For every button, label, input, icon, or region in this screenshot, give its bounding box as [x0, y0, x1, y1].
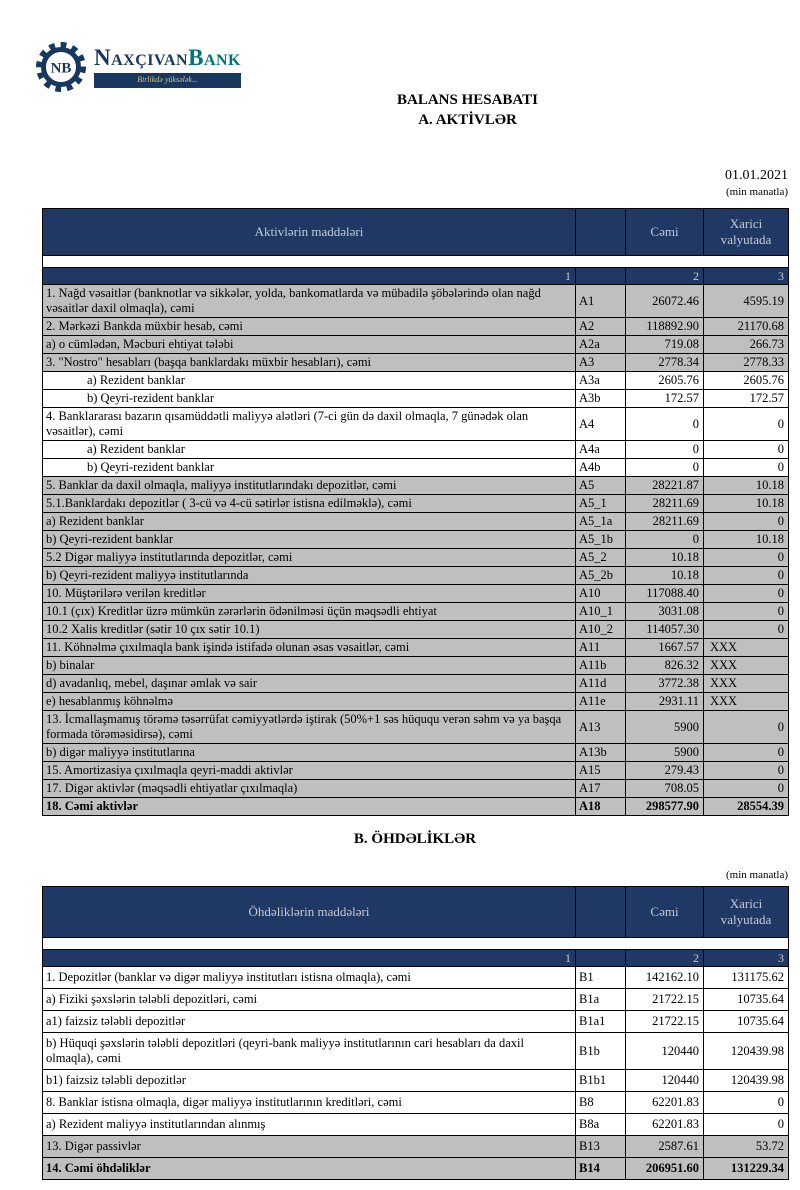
- row-total: 279.43: [626, 762, 704, 780]
- header-gap-cell: [43, 938, 789, 950]
- row-code: A3: [576, 354, 626, 372]
- row-foreign: 0: [704, 1092, 789, 1114]
- row-total: 0: [626, 531, 704, 549]
- row-foreign: 0: [704, 780, 789, 798]
- foreign-currency-column-header: Xarici valyutada: [704, 887, 789, 938]
- row-label: 5.1.Banklardakı depozitlər ( 3-cü və 4-cü sətirlər istisna edilməklə), cəmi: [43, 495, 576, 513]
- table-row: [43, 1158, 789, 1180]
- column-number-1: 1: [43, 950, 576, 967]
- row-label: 13. İcmallaşmamış törəmə təsərrüfat cəmiyyətlərdə iştirak (50%+1 səs hüququ verən səhm və ya başqa formada törəməsidirsə), cəmi: [43, 711, 576, 744]
- column-number-2: 2: [626, 950, 704, 967]
- table-row: [43, 408, 789, 441]
- table-row: [43, 459, 789, 477]
- row-foreign: XXX: [704, 639, 789, 657]
- row-label: d) avadanlıq, mebel, daşınar əmlak və sair: [43, 675, 576, 693]
- row-label: b1) faizsiz tələbli depozitlər: [43, 1070, 576, 1092]
- column-number-row: [43, 950, 789, 967]
- code-column-header: [576, 887, 626, 938]
- table-row: [43, 441, 789, 459]
- row-label: a) Rezident banklar: [43, 513, 576, 531]
- report-title: BALANS HESABATI: [396, 92, 538, 108]
- row-foreign: 2605.76: [704, 372, 789, 390]
- row-label: 2. Mərkəzi Bankda müxbir hesab, cəmi: [43, 318, 576, 336]
- table-row: [43, 1033, 789, 1070]
- row-label: 11. Köhnəlmə çıxılmaqla bank işində istifadə olunan əsas vəsaitlər, cəmi: [43, 639, 576, 657]
- row-total: 120440: [626, 1070, 704, 1092]
- table-row: [43, 621, 789, 639]
- row-total: 10.18: [626, 567, 704, 585]
- row-code: A5_2b: [576, 567, 626, 585]
- row-foreign: 0: [704, 744, 789, 762]
- row-label: a) o cümlədən, Məcburi ehtiyat tələbi: [43, 336, 576, 354]
- table-row: [43, 354, 789, 372]
- row-label: b) Qeyri-rezident banklar: [43, 531, 576, 549]
- row-foreign: XXX: [704, 657, 789, 675]
- table-row: [43, 585, 789, 603]
- row-code: A11: [576, 639, 626, 657]
- row-total: 1667.57: [626, 639, 704, 657]
- row-total: 62201.83: [626, 1114, 704, 1136]
- row-foreign: 0: [704, 621, 789, 639]
- row-label: b) Qeyri-rezident banklar: [43, 390, 576, 408]
- assets-table-body: [43, 285, 789, 816]
- row-label: 5.2 Digər maliyyə institutlarında depozitlər, cəmi: [43, 549, 576, 567]
- column-number-blank: [576, 950, 626, 967]
- row-foreign: 4595.19: [704, 285, 789, 318]
- row-code: A13b: [576, 744, 626, 762]
- row-code: A5_1a: [576, 513, 626, 531]
- row-code: A4b: [576, 459, 626, 477]
- row-foreign: 0: [704, 441, 789, 459]
- row-total: 0: [626, 408, 704, 441]
- table-row: [43, 657, 789, 675]
- row-foreign: 2778.33: [704, 354, 789, 372]
- row-total: 28211.69: [626, 513, 704, 531]
- row-code: A17: [576, 780, 626, 798]
- table-row: [43, 1070, 789, 1092]
- row-label: a) Rezident maliyyə institutlarından alınmış: [43, 1114, 576, 1136]
- row-label: a) Fiziki şəxslərin tələbli depozitləri, cəmi: [43, 989, 576, 1011]
- row-label: 10.1 (çıx) Kreditlər üzrə mümkün zərərlərin ödənilməsi üçün məqsədli ehtiyat: [43, 603, 576, 621]
- table-row: [43, 780, 789, 798]
- table-row: [43, 1011, 789, 1033]
- row-label: b) digər maliyyə institutlarına: [43, 744, 576, 762]
- row-foreign: 21170.68: [704, 318, 789, 336]
- row-foreign: 131229.34: [704, 1158, 789, 1180]
- column-number-3: 3: [704, 268, 789, 285]
- row-code: A10_1: [576, 603, 626, 621]
- row-label: 3. "Nostro" hesabları (başqa banklardakı müxbir hesabları), cəmi: [43, 354, 576, 372]
- table-row: [43, 513, 789, 531]
- row-label: 14. Cəmi öhdəliklər: [43, 1158, 576, 1180]
- row-total: 114057.30: [626, 621, 704, 639]
- bank-name-secondary: Bank: [188, 45, 242, 70]
- row-code: A3a: [576, 372, 626, 390]
- row-label: 13. Digər passivlər: [43, 1136, 576, 1158]
- section-a-title: A. AKTİVLƏR: [418, 112, 517, 129]
- row-label: b) Qeyri-rezident maliyyə institutlarında: [43, 567, 576, 585]
- row-label: 10.2 Xalis kreditlər (sətir 10 çıx sətir 10.1): [43, 621, 576, 639]
- row-foreign: 0: [704, 1114, 789, 1136]
- row-total: 172.57: [626, 390, 704, 408]
- row-label: 10. Müştərilərə verilən kreditlər: [43, 585, 576, 603]
- row-total: 117088.40: [626, 585, 704, 603]
- row-label: 15. Amortizasiya çıxılmaqla qeyri-maddi aktivlər: [43, 762, 576, 780]
- row-label: 5. Banklar da daxil olmaqla, maliyyə institutlarındakı depozitlər, cəmi: [43, 477, 576, 495]
- table-row: [43, 372, 789, 390]
- table-row: [43, 549, 789, 567]
- row-total: 62201.83: [626, 1092, 704, 1114]
- row-total: 2931.11: [626, 693, 704, 711]
- row-code: A2a: [576, 336, 626, 354]
- row-code: A1: [576, 285, 626, 318]
- row-foreign: 10735.64: [704, 1011, 789, 1033]
- row-label: a) Rezident banklar: [43, 372, 576, 390]
- table-row: [43, 1092, 789, 1114]
- row-code: A5_1b: [576, 531, 626, 549]
- row-code: A5_2: [576, 549, 626, 567]
- table-row: [43, 531, 789, 549]
- row-total: 21722.15: [626, 989, 704, 1011]
- row-foreign: 120439.98: [704, 1033, 789, 1070]
- row-code: A2: [576, 318, 626, 336]
- table-row: [43, 989, 789, 1011]
- row-foreign: 10.18: [704, 477, 789, 495]
- row-foreign: 0: [704, 585, 789, 603]
- row-foreign: 0: [704, 408, 789, 441]
- row-total: 206951.60: [626, 1158, 704, 1180]
- table-row: [43, 336, 789, 354]
- table-row: [43, 798, 789, 816]
- row-total: 826.32: [626, 657, 704, 675]
- row-foreign: 53.72: [704, 1136, 789, 1158]
- table-row: [43, 1136, 789, 1158]
- row-code: B8: [576, 1092, 626, 1114]
- row-code: B1b: [576, 1033, 626, 1070]
- row-foreign: 10.18: [704, 495, 789, 513]
- row-total: 28211.69: [626, 495, 704, 513]
- row-code: B8a: [576, 1114, 626, 1136]
- report-title-block: [135, 90, 800, 131]
- row-label: b) Hüquqi şəxslərin tələbli depozitləri (qeyri-bank maliyyə institutlarının cari hesabları da daxil olmaqla), cəmi: [43, 1033, 576, 1070]
- date-block: [725, 168, 788, 199]
- section-b-title: B. ÖHDƏLİKLƏR: [353, 831, 477, 847]
- header-gap-row: [43, 256, 789, 268]
- row-foreign: 0: [704, 567, 789, 585]
- row-code: B1: [576, 967, 626, 989]
- row-code: A5_1: [576, 495, 626, 513]
- row-total: 2778.34: [626, 354, 704, 372]
- bank-name: [94, 46, 241, 69]
- row-total: 26072.46: [626, 285, 704, 318]
- table-row: [43, 567, 789, 585]
- row-code: A3b: [576, 390, 626, 408]
- assets-table: [42, 208, 789, 816]
- row-total: 3772.38: [626, 675, 704, 693]
- row-foreign: 120439.98: [704, 1070, 789, 1092]
- row-label: e) hesablanmış köhnəlmə: [43, 693, 576, 711]
- row-code: A10: [576, 585, 626, 603]
- row-total: 120440: [626, 1033, 704, 1070]
- row-foreign: 266.73: [704, 336, 789, 354]
- items-column-header: Öhdəliklərin maddələri: [43, 887, 576, 938]
- items-column-header: Aktivlərin maddələri: [43, 209, 576, 256]
- bank-monogram: NB: [50, 60, 72, 77]
- row-total: 2605.76: [626, 372, 704, 390]
- row-code: B1a: [576, 989, 626, 1011]
- table-row: [43, 639, 789, 657]
- unit-note-b: (min manatla): [725, 869, 788, 881]
- liabilities-table: [42, 886, 789, 1180]
- total-column-header: Cəmi: [626, 887, 704, 938]
- table-row: [43, 477, 789, 495]
- table-row: [43, 711, 789, 744]
- row-label: 1. Nağd vəsaitlər (banknotlar və sikkələr, yolda, bankomatlarda və mübadilə şöbələrində olan nağd vəsaitlər daxil olmaqla), cəmi: [43, 285, 576, 318]
- row-label: b) Qeyri-rezident banklar: [43, 459, 576, 477]
- column-number-3: 3: [704, 950, 789, 967]
- row-foreign: 131175.62: [704, 967, 789, 989]
- row-code: B1a1: [576, 1011, 626, 1033]
- foreign-currency-column-header: Xarici valyutada: [704, 209, 789, 256]
- row-label: 18. Cəmi aktivlər: [43, 798, 576, 816]
- table-row: [43, 693, 789, 711]
- row-code: A11b: [576, 657, 626, 675]
- table-row: [43, 318, 789, 336]
- row-total: 5900: [626, 711, 704, 744]
- row-code: A4a: [576, 441, 626, 459]
- row-total: 28221.87: [626, 477, 704, 495]
- row-foreign: 0: [704, 603, 789, 621]
- header-gap-row: [43, 938, 789, 950]
- row-code: B13: [576, 1136, 626, 1158]
- row-code: A18: [576, 798, 626, 816]
- row-total: 719.08: [626, 336, 704, 354]
- table-row: [43, 744, 789, 762]
- table-row: [43, 285, 789, 318]
- row-label: 17. Digər aktivlər (məqsədli ehtiyatlar çıxılmaqla): [43, 780, 576, 798]
- row-label: a) Rezident banklar: [43, 441, 576, 459]
- row-foreign: 172.57: [704, 390, 789, 408]
- row-total: 118892.90: [626, 318, 704, 336]
- row-code: A15: [576, 762, 626, 780]
- row-code: A5: [576, 477, 626, 495]
- row-foreign: 0: [704, 549, 789, 567]
- row-foreign: XXX: [704, 693, 789, 711]
- table-row: [43, 1114, 789, 1136]
- table-row: [43, 603, 789, 621]
- table-row: [43, 762, 789, 780]
- row-foreign: 0: [704, 513, 789, 531]
- row-label: b) binalar: [43, 657, 576, 675]
- total-column-header: Cəmi: [626, 209, 704, 256]
- row-code: B1b1: [576, 1070, 626, 1092]
- row-foreign: 28554.39: [704, 798, 789, 816]
- table-row: [43, 495, 789, 513]
- row-label: 4. Banklararası bazarın qısamüddətli maliyyə alətləri (7-ci gün də daxil olmaqla, 7 günədək olan vəsaitlər), cəmi: [43, 408, 576, 441]
- row-code: A10_2: [576, 621, 626, 639]
- header-gap-cell: [43, 256, 789, 268]
- row-total: 3031.08: [626, 603, 704, 621]
- row-code: A4: [576, 408, 626, 441]
- liabilities-table-body: [43, 967, 789, 1180]
- row-foreign: 10.18: [704, 531, 789, 549]
- row-total: 298577.90: [626, 798, 704, 816]
- row-label: 8. Banklar istisna olmaqla, digər maliyyə institutlarının kreditləri, cəmi: [43, 1092, 576, 1114]
- row-code: A11e: [576, 693, 626, 711]
- row-total: 142162.10: [626, 967, 704, 989]
- bank-gear-logo-icon: [34, 40, 88, 99]
- assets-header-row: [43, 209, 789, 256]
- report-date: 01.01.2021: [725, 168, 788, 183]
- column-number-row: [43, 268, 789, 285]
- bank-tagline: Birlikdə yüksələk...: [94, 73, 241, 88]
- bank-logo-text: [94, 46, 241, 88]
- row-total: 10.18: [626, 549, 704, 567]
- column-number-blank: [576, 268, 626, 285]
- row-foreign: 0: [704, 762, 789, 780]
- row-total: 5900: [626, 744, 704, 762]
- row-code: B14: [576, 1158, 626, 1180]
- column-number-1: 1: [43, 268, 576, 285]
- liabilities-header-row: [43, 887, 789, 938]
- row-foreign: 0: [704, 711, 789, 744]
- row-total: 0: [626, 441, 704, 459]
- table-row: [43, 967, 789, 989]
- row-label: 1. Depozitlər (banklar və digər maliyyə institutları istisna olmaqla), cəmi: [43, 967, 576, 989]
- code-column-header: [576, 209, 626, 256]
- row-label: a1) faizsiz tələbli depozitlər: [43, 1011, 576, 1033]
- row-total: 21722.15: [626, 1011, 704, 1033]
- table-row: [43, 390, 789, 408]
- row-code: A11d: [576, 675, 626, 693]
- column-number-2: 2: [626, 268, 704, 285]
- row-foreign: 0: [704, 459, 789, 477]
- row-code: A13: [576, 711, 626, 744]
- row-total: 2587.61: [626, 1136, 704, 1158]
- row-foreign: XXX: [704, 675, 789, 693]
- table-row: [43, 675, 789, 693]
- row-total: 0: [626, 459, 704, 477]
- row-foreign: 10735.64: [704, 989, 789, 1011]
- bank-name-primary: Naxçıvan: [94, 45, 189, 70]
- unit-note-a: (min manatla): [725, 185, 788, 198]
- row-total: 708.05: [626, 780, 704, 798]
